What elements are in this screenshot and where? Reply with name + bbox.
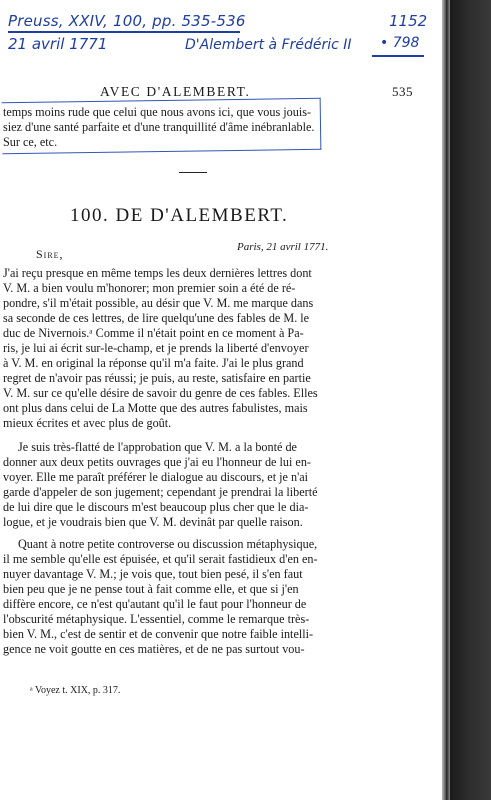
continuation-line: Sur ce, etc. [3,135,58,149]
body-line: pondre, s'il m'était possible, au désir que V. M. me marque dans [3,296,314,310]
letter-dateline: Paris, 21 avril 1771. [237,241,329,253]
body-line: il me semble qu'elle est épuisée, et qu'il serait fastidieux d'en en- [3,552,318,566]
body-line: gence ne voit goutte en ces matières, et de ne pas surtout vou- [3,642,305,656]
body-line: logue, et je voudrais bien que V. M. devinât par quelle raison. [3,515,303,529]
body-line: bien peu que je ne pense tout à fait comme elle, et que si j'en [3,582,299,596]
body-line: duc de Nivernois.ᵃ Comme il n'était point en ce moment à Pa- [3,326,304,340]
annotation-number-bottom: • 798 [380,35,420,51]
continuation-line: temps moins rude que celui que nous avons ici, que vous jouis- [3,105,312,119]
annotation-subject: D'Alembert à Frédéric II [185,37,352,53]
running-head-title: AVEC D'ALEMBERT. [100,84,251,99]
body-line: ris, je lui ai écrit sur-le-champ, et je prends la liberté d'envoyer [3,341,309,355]
body-line: V. M. sur ce qu'elle désire de savoir du genre de ces fables. Elles [3,386,318,400]
body-line: J'ai reçu presque en même temps les deux dernières lettres dont [3,266,312,280]
body-line: bien V. M., c'est de sentir et de convenir que notre faible intelli- [3,627,314,641]
body-line: de lui dire que le discours m'est beaucoup plus cher que le dia- [3,500,309,514]
body-line: nuyer davantage V. M.; je vois que, tout bien pesé, il s'en faut [3,567,303,581]
annotation-reference: Preuss, XXIV, 100, pp. 535-536 [8,12,246,30]
page-number: 535 [392,84,413,99]
body-line: à V. M. en original la réponse qu'il m'a faite. J'ai le plus grand [3,356,304,370]
scan-background [450,0,491,800]
body-line: Je suis très-flatté de l'approbation que V. M. a la bonté de [18,440,297,454]
letter-salutation: Sire, [36,247,64,261]
annotation-underline [8,31,240,33]
footnote: ᵃ Voyez t. XIX, p. 317. [30,685,121,696]
body-line: mieux écrites et avec plus de goût. [3,416,172,430]
continuation-line: siez d'une santé parfaite et d'une tranquillité d'âme inébranlable. [3,120,315,134]
section-divider [179,172,207,173]
annotation-subject-underline [372,55,424,57]
annotation-date: 21 avril 1771 [8,35,108,53]
body-line: voyer. Elle me paraît préférer le dialogue au discours, et je n'ai [3,470,309,484]
letter-title: 100. DE D'ALEMBERT. [70,205,289,226]
body-line: V. M. a bien voulu m'honorer; mon premier soin a été de ré- [3,281,296,295]
body-line: l'obscurité métaphysique. L'essentiel, comme le remarque très- [3,612,310,626]
page-edge-shadow [442,0,450,800]
body-line: sa seconde de ces lettres, de lire quelqu'une des fables de M. le [3,311,310,325]
body-line: donner aux deux petits ouvrages que j'ai eu l'honneur de lui en- [3,455,311,469]
body-line: ont plus dans celui de La Motte que des autres fabulistes, mais [3,401,308,415]
body-line: Quant à notre petite controverse ou discussion métaphysique, [18,537,318,551]
body-line: regret de n'avoir pas réussi; je puis, au reste, satisfaire en partie [3,371,311,385]
annotation-number-top: 1152 [389,12,428,30]
body-line: diffère encore, ce n'est qu'autant qu'il le faut pour l'honneur de [3,597,307,611]
body-line: garde d'appeler de son jugement; cependant je prendrai la liberté [3,485,318,499]
